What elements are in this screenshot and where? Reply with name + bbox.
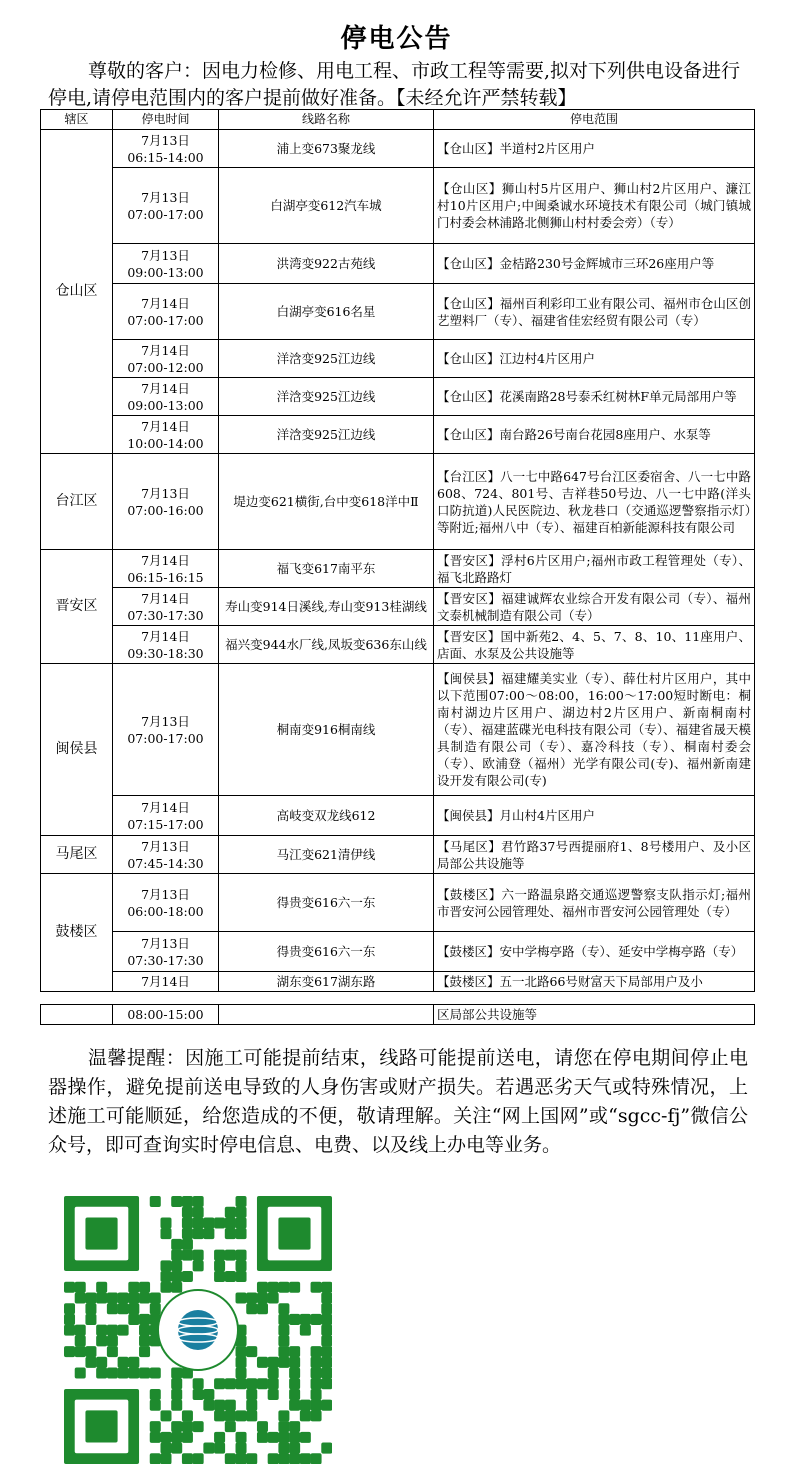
table-row <box>41 416 755 454</box>
district-cell: 鼓楼区 <box>41 874 113 992</box>
empty-cell <box>219 1005 434 1025</box>
date-text: 7月13日 <box>141 485 190 501</box>
time-range-text: 06:15-16:15 <box>127 569 204 585</box>
time-cell <box>113 378 219 416</box>
table-row <box>41 550 755 588</box>
empty-cell <box>41 1005 113 1025</box>
time-range-text: 07:45-14:30 <box>127 855 204 871</box>
area-cell: 【闽侯县】月山村4片区用户 <box>434 796 755 836</box>
area-cell: 【仓山区】江边村4片区用户 <box>434 340 755 378</box>
line-cell: 桐南变916桐南线 <box>219 664 434 796</box>
line-cell: 洋浛变925江边线 <box>219 378 434 416</box>
line-cell: 白湖亭变612汽车城 <box>219 168 434 244</box>
time-cell <box>113 626 219 664</box>
date-text: 7月14日 <box>141 974 190 989</box>
date-text: 7月14日 <box>141 628 190 644</box>
header-line: 线路名称 <box>219 110 434 130</box>
table-row <box>41 1005 755 1025</box>
area-cell: 【仓山区】金桔路230号金辉城市三环26座用户等 <box>434 244 755 284</box>
time-range-text: 07:15-17:00 <box>127 816 204 832</box>
date-text: 7月14日 <box>141 590 190 606</box>
line-cell: 洋浛变925江边线 <box>219 416 434 454</box>
time-range-text: 10:00-14:00 <box>127 435 204 451</box>
line-cell: 福兴变944水厂线,凤坂变636东山线 <box>219 626 434 664</box>
date-text: 7月14日 <box>141 799 190 815</box>
area-cell: 【仓山区】南台路26号南台花园8座用户、水泵等 <box>434 416 755 454</box>
time-range-text: 09:30-18:30 <box>127 645 204 661</box>
date-text: 7月13日 <box>141 247 190 263</box>
area-cell: 【仓山区】花溪南路28号泰禾红树林F单元局部用户等 <box>434 378 755 416</box>
line-cell: 洋浛变925江边线 <box>219 340 434 378</box>
line-cell: 洪湾变922古苑线 <box>219 244 434 284</box>
date-text: 7月13日 <box>141 189 190 205</box>
table-row <box>41 168 755 244</box>
time-range-text: 07:00-17:00 <box>127 730 204 746</box>
line-cell: 浦上变673聚龙线 <box>219 130 434 168</box>
header-time: 停电时间 <box>113 110 219 130</box>
time-cell <box>113 284 219 340</box>
qr-code-image <box>64 1196 332 1464</box>
date-text: 7月14日 <box>141 552 190 568</box>
date-text: 7月14日 <box>141 418 190 434</box>
area-cell: 【台江区】八一七中路647号台江区委宿舍、八一七中路608、724、801号、吉祥巷50号边、八一七中路(洋头口防抗道)人民医院边、秋龙巷口（交通巡逻警察指示灯）等附近;福州八中（专）、福建百柏新能源科技有限公司 <box>434 454 755 550</box>
table-row <box>41 340 755 378</box>
table-row <box>41 626 755 664</box>
district-cell: 闽侯县 <box>41 664 113 836</box>
time-cell <box>113 340 219 378</box>
area-cell: 【晋安区】浮村6片区用户;福州市政工程管理处（专）、福飞北路路灯 <box>434 550 755 588</box>
time-range-text: 06:00-18:00 <box>127 903 204 919</box>
outage-table <box>40 109 755 992</box>
line-cell: 堤边变621横街,台中变618洋中Ⅱ <box>219 454 434 550</box>
time-cell <box>113 454 219 550</box>
time-cell <box>113 664 219 796</box>
time-range-text: 09:00-13:00 <box>127 264 204 280</box>
time-cell <box>113 244 219 284</box>
district-cell: 台江区 <box>41 454 113 550</box>
table-row <box>41 284 755 340</box>
header-district: 辖区 <box>41 110 113 130</box>
time-cell <box>113 932 219 972</box>
table-row <box>41 588 755 626</box>
date-text: 7月13日 <box>141 713 190 729</box>
time-cell <box>113 550 219 588</box>
header-area: 停电范围 <box>434 110 755 130</box>
line-cell: 得贵变616六一东 <box>219 874 434 932</box>
time-range-text: 07:00-16:00 <box>127 502 204 518</box>
date-text: 7月13日 <box>141 838 190 854</box>
table-row <box>41 244 755 284</box>
table-row <box>41 378 755 416</box>
table-row <box>41 932 755 972</box>
line-cell: 高岐变双龙线612 <box>219 796 434 836</box>
time-cell <box>113 130 219 168</box>
district-cell: 晋安区 <box>41 550 113 664</box>
area-cell: 【闽侯县】福建耀美实业（专）、薛仕村片区用户，其中以下范围07:00～08:00，16:00～17:00短时断电：桐南村湖边片区用户、湖边村2片区用户、新南桐南村（专）、福建蓝碟光电科技有限公司（专）、福建省晟天模具制造有限公司（专）、嘉冷科技（专）、桐南村委会（专）、欧浦登（福州）光学有限公司(专)、福州新南建设开发有限公司(专) <box>434 664 755 796</box>
date-text: 7月13日 <box>141 935 190 951</box>
table-row <box>41 454 755 550</box>
line-cell: 马江变621清伊线 <box>219 836 434 874</box>
area-cell: 【鼓楼区】六一路温泉路交通巡逻警察支队指示灯;福州市晋安河公园管理处、福州市晋安河公园管理处（专） <box>434 874 755 932</box>
area-cell: 【鼓楼区】五一北路66号财富天下局部用户及小 <box>434 972 755 992</box>
date-text: 7月13日 <box>141 132 190 148</box>
area-cell: 【仓山区】狮山村5片区用户、狮山村2片区用户、濂江村10片区用户;中闽桑诚水环境技术有限公司（城门镇城门村委会林浦路北侧狮山村村委会旁）（专） <box>434 168 755 244</box>
table-row <box>41 874 755 932</box>
area-cell: 【晋安区】福建诚辉农业综合开发有限公司（专）、福州文泰机械制造有限公司（专） <box>434 588 755 626</box>
time-range-text: 07:30-17:30 <box>127 952 204 968</box>
time-range-text: 09:00-13:00 <box>127 397 204 413</box>
area-cell: 【仓山区】半道村2片区用户 <box>434 130 755 168</box>
line-cell: 得贵变616六一东 <box>219 932 434 972</box>
table-row <box>41 972 755 992</box>
time-cell <box>113 972 219 992</box>
time-range-text: 07:00-12:00 <box>127 359 204 375</box>
area-cell: 【鼓楼区】安中学梅亭路（专）、延安中学梅亭路（专） <box>434 932 755 972</box>
time-cell <box>113 874 219 932</box>
table-row <box>41 664 755 796</box>
area-cell: 【仓山区】福州百利彩印工业有限公司、福州市仓山区创艺塑料厂（专）、福建省佳宏经贸有限公司（专） <box>434 284 755 340</box>
page-title: 停电公告 <box>340 24 453 54</box>
time-range-text: 07:00-17:00 <box>127 312 204 328</box>
table-row <box>41 130 755 168</box>
area-cell: 区局部公共设施等 <box>434 1005 755 1025</box>
table-continuation <box>40 1004 755 1025</box>
table-row <box>41 796 755 836</box>
time-cell <box>113 836 219 874</box>
area-cell: 【马尾区】君竹路37号西提丽府1、8号楼用户、及小区局部公共设施等 <box>434 836 755 874</box>
area-cell: 【晋安区】国中新苑2、4、5、7、8、10、11座用户、店面、水泵及公共设施等 <box>434 626 755 664</box>
time-cell <box>113 168 219 244</box>
date-text: 7月14日 <box>141 342 190 358</box>
district-cell: 仓山区 <box>41 130 113 454</box>
table-header-row <box>41 110 755 130</box>
date-text: 7月14日 <box>141 380 190 396</box>
time-cell: 08:00-15:00 <box>113 1005 219 1025</box>
line-cell: 寿山变914日溪线,寿山变913桂湖线 <box>219 588 434 626</box>
time-range-text: 06:15-14:00 <box>127 149 204 165</box>
time-cell <box>113 588 219 626</box>
time-range-text: 07:30-17:30 <box>127 607 204 623</box>
time-range-text: 07:00-17:00 <box>127 206 204 222</box>
date-text: 7月13日 <box>141 886 190 902</box>
district-cell: 马尾区 <box>41 836 113 874</box>
line-cell: 福飞变617南平东 <box>219 550 434 588</box>
line-cell: 湖东变617湖东路 <box>219 972 434 992</box>
table-row <box>41 836 755 874</box>
line-cell: 白湖亭变616名星 <box>219 284 434 340</box>
time-cell <box>113 416 219 454</box>
reminder-paragraph: 温馨提醒：因施工可能提前结束，线路可能提前送电，请您在停电期间停止电器操作，避免提前送电导致的人身伤害或财产损失。若遇恶劣天气或特殊情况，上述施工可能顺延，给您造成的不便，敬请理解。关注“网上国网”或“sgcc-fj”微信公众号，即可查询实时停电信息、电费、以及线上办电等业务。 <box>48 1047 748 1156</box>
intro-paragraph: 尊敬的客户：因电力检修、用电工程、市政工程等需要,拟对下列供电设备进行停电,请停电范围内的客户提前做好准备。【未经允许严禁转载】 <box>48 60 741 109</box>
date-text: 7月14日 <box>141 295 190 311</box>
time-cell <box>113 796 219 836</box>
